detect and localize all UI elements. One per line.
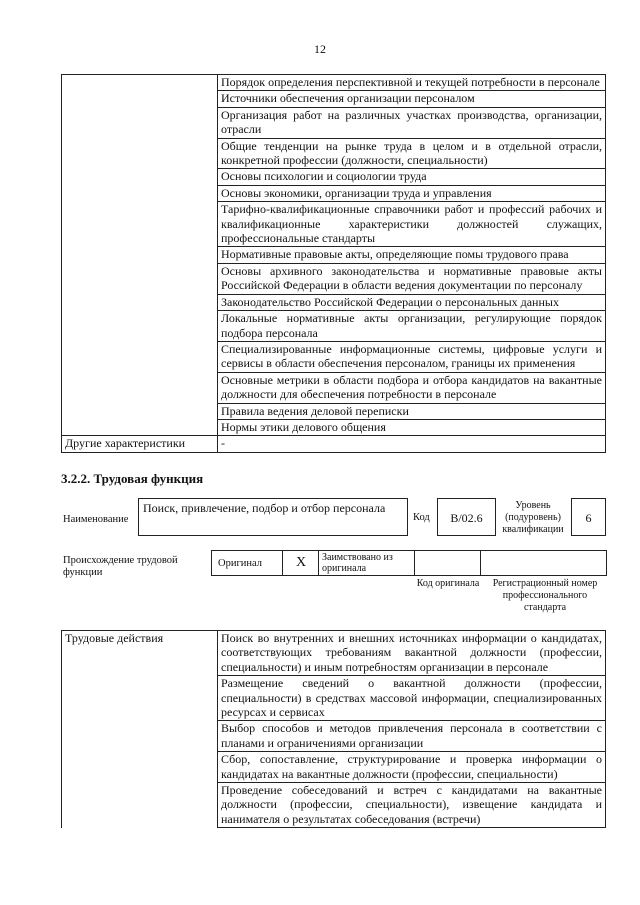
- action-item: Размещение сведений о вакантной должности (профессии, специальности) в средствах массовой информации, специализированных ресурсах и сервисах: [218, 676, 606, 721]
- knowledge-item: Нормативные правовые акты, определяющие помы трудового права: [218, 247, 606, 263]
- knowledge-item: Основы экономики, организации труда и управления: [218, 185, 606, 201]
- action-item: Сбор, сопоставление, структурирование и проверка информации о кандидатах на вакантные должности (профессии, специальности): [218, 752, 606, 783]
- knowledge-item: Основы психологии и социологии труда: [218, 169, 606, 185]
- knowledge-item: Основы архивного законодательства и нормативные правовые акты Российской Федерации в области ведения документации по персоналу: [218, 263, 606, 294]
- knowledge-item: Специализированные информационные системы, цифровые услуги и сервисы в области обеспечения персоналом, границы их применения: [218, 341, 606, 372]
- other-characteristics-label: Другие характеристики: [62, 436, 218, 452]
- origin-table: [211, 550, 607, 576]
- knowledge-item: Порядок определения перспективной и текущей потребности в персонале: [218, 75, 606, 91]
- code-label: Код: [413, 512, 430, 523]
- level-label: Уровень (подуровень) квалификации: [502, 500, 564, 535]
- knowledge-item: Общие тенденции на рынке труда в целом и в отдельной отрасли, конкретной профессии (должности, специальности): [218, 138, 606, 169]
- level-value-box: [571, 498, 606, 536]
- original-label: Оригинал: [218, 558, 262, 569]
- code-value-box: [437, 498, 496, 536]
- actions-label: Трудовые действия: [62, 631, 218, 828]
- other-characteristics-value: -: [218, 436, 606, 452]
- level-value: 6: [585, 511, 592, 525]
- origin-label: Происхождение трудовой функции: [63, 555, 178, 578]
- name-value: Поиск, привлечение, подбор и отбор персонала: [143, 501, 386, 515]
- page-number: 12: [314, 42, 326, 56]
- knowledge-item: Тарифно-квалификационные справочники работ и профессий рабочих и квалификационные характеристики должностей служащих, профессиональные стандарты: [218, 202, 606, 247]
- borrowed-label: Заимствовано из оригинала: [322, 552, 393, 574]
- knowledge-item: Правила ведения деловой переписки: [218, 403, 606, 419]
- actions-table: [61, 630, 606, 828]
- knowledge-item: Нормы этики делового общения: [218, 419, 606, 435]
- knowledge-item: Организация работ на различных участках производства, организации, отрасли: [218, 107, 606, 138]
- action-item: Выбор способов и методов привлечения персонала в соответствии с планами и ограничениями организации: [218, 721, 606, 752]
- reg-number-caption: Регистрационный номер профессионального стандарта: [492, 578, 598, 613]
- action-item: Проведение собеседований и встреч с кандидатами на вакантные должности (профессии, специальности), извещение кандидата и нанимателя о результатах собеседования (встречи): [218, 783, 606, 828]
- knowledge-item: Основные метрики в области подбора и отбора кандидатов на вакантные должности для обеспечения потребности в персонале: [218, 372, 606, 403]
- code-value: B/02.6: [450, 511, 483, 525]
- knowledge-item: Источники обеспечения организации персоналом: [218, 91, 606, 107]
- original-mark: X: [296, 555, 307, 570]
- name-value-box: [138, 498, 408, 536]
- original-code-caption: Код оригинала: [416, 578, 480, 589]
- knowledge-label-cell: [62, 75, 218, 436]
- name-label: Наименование: [63, 514, 129, 525]
- knowledge-item: Локальные нормативные акты организации, регулирующие порядок подбора персонала: [218, 311, 606, 342]
- knowledge-table: [61, 74, 606, 453]
- knowledge-item: Законодательство Российской Федерации о персональных данных: [218, 294, 606, 310]
- action-item: Поиск во внутренних и внешних источниках информации о кандидатах, соответствующих требованиям вакантной должности (профессии, специальности) и иным потребностям организации в персонале: [218, 631, 606, 676]
- section-heading: 3.2.2. Трудовая функция: [61, 471, 204, 486]
